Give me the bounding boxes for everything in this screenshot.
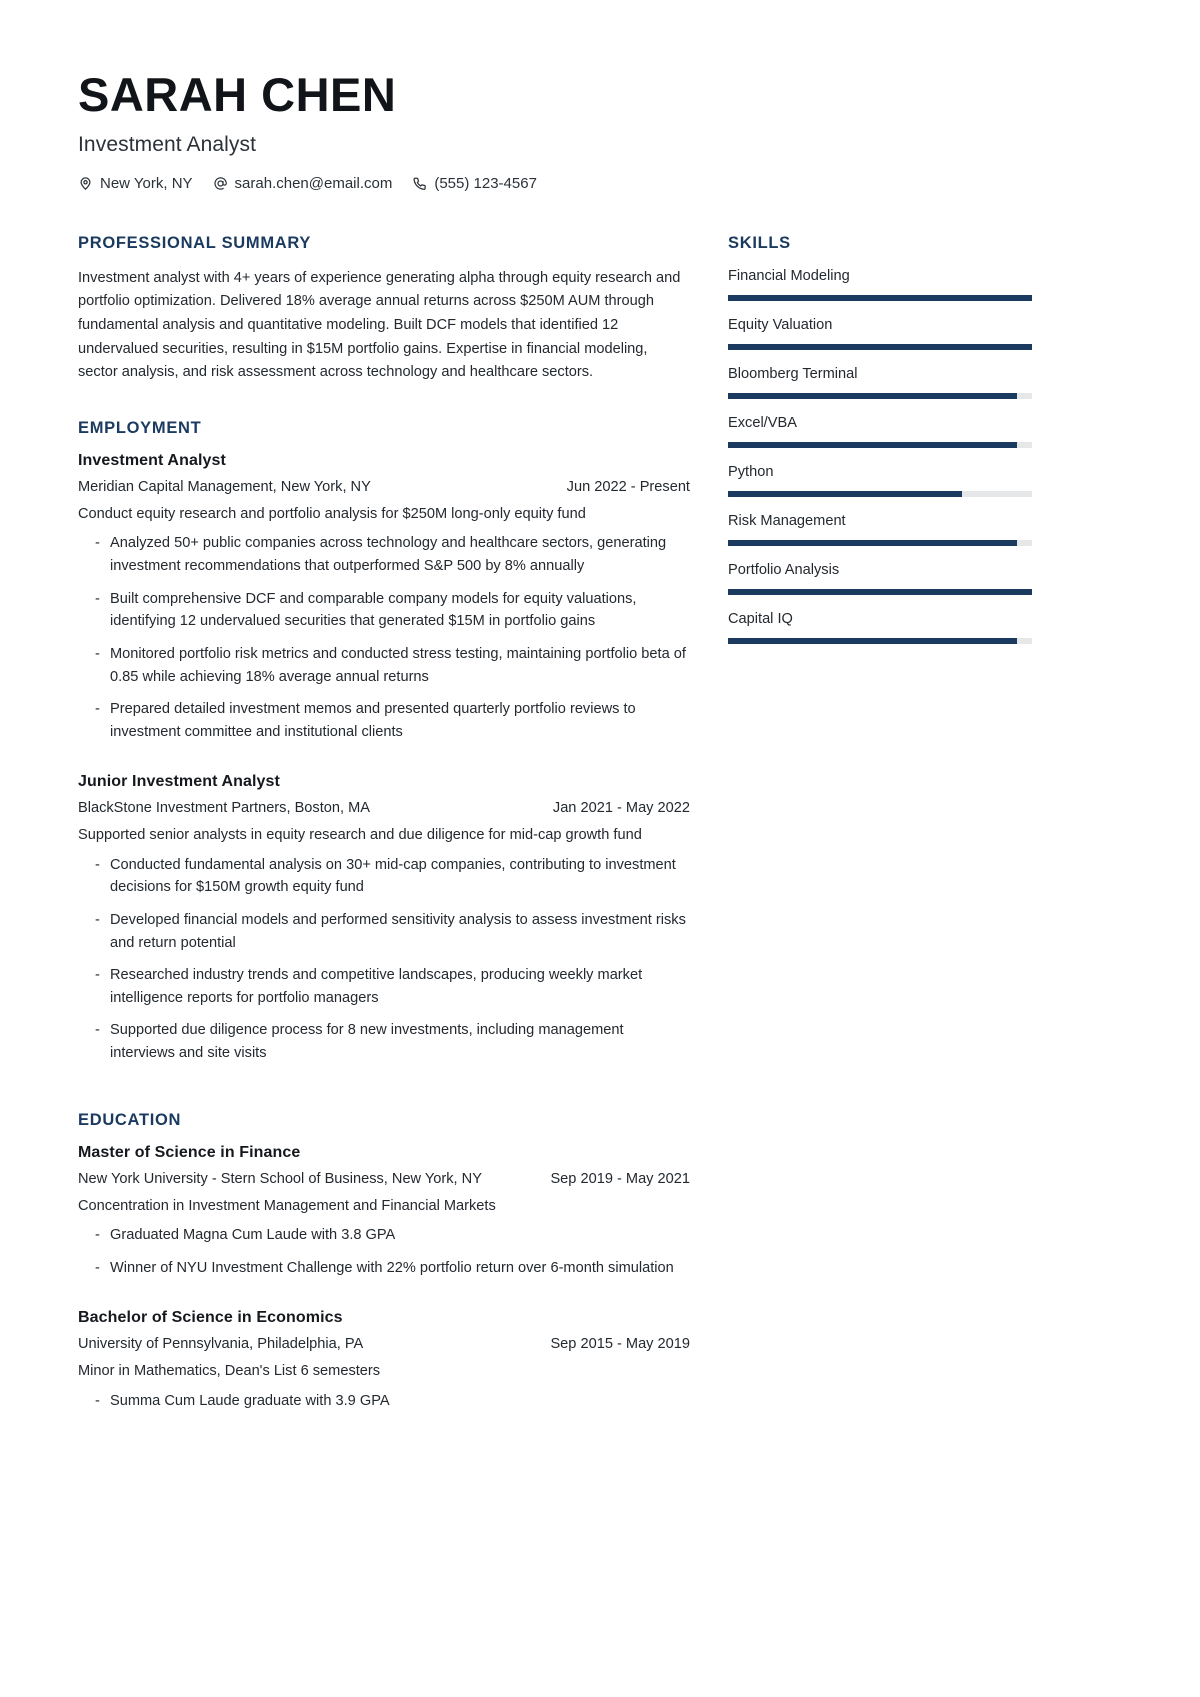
skill-bar-track <box>728 540 1032 546</box>
skill-bar-fill <box>728 638 1017 644</box>
section-title-education: EDUCATION <box>78 1110 182 1129</box>
skill-item <box>728 610 1032 644</box>
skill-item <box>728 463 1032 497</box>
skill-bar-fill <box>728 442 1017 448</box>
contact-email[interactable] <box>213 175 393 192</box>
skill-bar-track <box>728 344 1032 350</box>
skill-bar-fill <box>728 393 1017 399</box>
list-item: - Researched industry trends and competitive landscapes, producing weekly market intelligence reports for portfolio managers <box>78 964 690 1009</box>
section-education <box>78 1111 690 1413</box>
education-meta <box>78 1169 690 1191</box>
summary-text: Investment analyst with 4+ years of experience generating alpha through equity research and portfolio optimization. Delivered 18% average annual returns across $250M AUM through fundamental analysis and quantitative modeling. Built DCF models that identified 12 undervalued securities, resulting in $15M portfolio gains. Expertise in financial modeling, sector analysis, and risk assessment across technology and healthcare sectors. <box>78 269 681 381</box>
education-bullets <box>78 1224 690 1279</box>
skill-item <box>728 365 1032 399</box>
education-school: New York University - Stern School of Business, New York, NY <box>78 1170 482 1187</box>
contact-phone-text: (555) 123-4567 <box>434 174 537 192</box>
section-employment <box>78 419 690 1065</box>
employment-organization: BlackStone Investment Partners, Boston, MA <box>78 800 371 817</box>
education-bullets <box>78 1390 690 1413</box>
main-column <box>78 234 690 1447</box>
education-description: Concentration in Investment Management and Financial Markets <box>78 1197 496 1214</box>
contact-row <box>78 175 1122 192</box>
education-meta <box>78 1334 690 1356</box>
skill-item <box>728 316 1032 350</box>
skill-bar-track <box>728 491 1032 497</box>
sidebar-column <box>728 234 1032 678</box>
skill-bar-track <box>728 589 1032 595</box>
skill-name: Bloomberg Terminal <box>728 365 858 382</box>
employment-bullets <box>78 532 690 743</box>
skill-bar-fill <box>728 540 1017 546</box>
resume-header <box>78 70 1122 192</box>
list-item: - Winner of NYU Investment Challenge with 22% portfolio return over 6-month simulation <box>78 1257 690 1280</box>
skill-bar-fill <box>728 491 962 497</box>
list-item: - Developed financial models and performed sensitivity analysis to assess investment risks and return potential <box>78 909 690 954</box>
education-dates: Sep 2015 - May 2019 <box>550 1336 690 1353</box>
section-skills <box>728 234 1032 644</box>
list-item: - Supported due diligence process for 8 new investments, including management interviews and site visits <box>78 1019 690 1064</box>
location-pin-icon <box>78 176 93 191</box>
education-entry <box>78 1309 690 1412</box>
employment-dates: Jun 2022 - Present <box>566 478 690 495</box>
list-item: - Built comprehensive DCF and comparable company models for equity valuations, identifying 12 undervalued securities that generated $15M in portfolio gains <box>78 588 690 633</box>
skill-bar-track <box>728 393 1032 399</box>
list-item: - Prepared detailed investment memos and presented quarterly portfolio reviews to investment committee and institutional clients <box>78 698 690 743</box>
education-school: University of Pennsylvania, Philadelphia, PA <box>78 1336 364 1353</box>
employment-bullets <box>78 854 690 1065</box>
section-title-skills: SKILLS <box>728 233 791 252</box>
contact-location-text: New York, NY <box>100 174 193 192</box>
skill-item <box>728 561 1032 595</box>
employment-organization: Meridian Capital Management, New York, NY <box>78 478 371 495</box>
education-degree: Master of Science in Finance <box>78 1143 301 1161</box>
skill-name: Risk Management <box>728 512 846 529</box>
education-entry <box>78 1144 690 1280</box>
employment-dates: Jan 2021 - May 2022 <box>552 800 690 817</box>
candidate-name: SARAH CHEN <box>78 68 397 121</box>
section-professional-summary <box>78 234 690 385</box>
phone-icon <box>412 176 427 191</box>
employment-entry <box>78 773 690 1064</box>
section-title-summary: PROFESSIONAL SUMMARY <box>78 233 312 252</box>
education-description: Minor in Mathematics, Dean's List 6 semesters <box>78 1363 381 1380</box>
employment-description: Supported senior analysts in equity research and due diligence for mid-cap growth fund <box>78 827 642 844</box>
skill-bar-track <box>728 638 1032 644</box>
candidate-job-title: Investment Analyst <box>78 132 257 156</box>
email-at-icon <box>213 176 228 191</box>
skill-item <box>728 512 1032 546</box>
employment-entry <box>78 452 690 743</box>
skill-bar-track <box>728 442 1032 448</box>
list-item: - Graduated Magna Cum Laude with 3.8 GPA <box>78 1224 690 1247</box>
employment-description: Conduct equity research and portfolio analysis for $250M long-only equity fund <box>78 505 586 522</box>
skill-name: Equity Valuation <box>728 316 833 333</box>
skill-bar-fill <box>728 589 1032 595</box>
resume-body <box>78 234 1122 1447</box>
education-dates: Sep 2019 - May 2021 <box>550 1170 690 1187</box>
employment-role: Investment Analyst <box>78 451 226 469</box>
skill-name: Portfolio Analysis <box>728 561 840 578</box>
employment-role: Junior Investment Analyst <box>78 773 280 791</box>
contact-location <box>78 175 193 192</box>
list-item: - Monitored portfolio risk metrics and conducted stress testing, maintaining portfolio beta of 0.85 while achieving 18% average annual returns <box>78 643 690 688</box>
education-degree: Bachelor of Science in Economics <box>78 1309 343 1327</box>
list-item: - Conducted fundamental analysis on 30+ mid-cap companies, contributing to investment decisions for $150M growth equity fund <box>78 854 690 899</box>
skill-name: Financial Modeling <box>728 267 850 284</box>
skill-bar-fill <box>728 295 1032 301</box>
list-item: - Summa Cum Laude graduate with 3.9 GPA <box>78 1390 690 1413</box>
skill-bar-track <box>728 295 1032 301</box>
skill-name: Excel/VBA <box>728 414 797 431</box>
employment-meta <box>78 477 690 499</box>
contact-email-text: sarah.chen@email.com <box>234 174 393 192</box>
skill-item <box>728 267 1032 301</box>
skill-name: Python <box>728 463 774 480</box>
contact-phone[interactable] <box>412 175 537 192</box>
skill-item <box>728 414 1032 448</box>
skill-bar-fill <box>728 344 1032 350</box>
employment-meta <box>78 798 690 820</box>
section-title-employment: EMPLOYMENT <box>78 418 202 437</box>
list-item: - Analyzed 50+ public companies across technology and healthcare sectors, generating investment recommendations that outperformed S&P 500 by 8% annually <box>78 532 690 577</box>
skill-name: Capital IQ <box>728 610 793 627</box>
